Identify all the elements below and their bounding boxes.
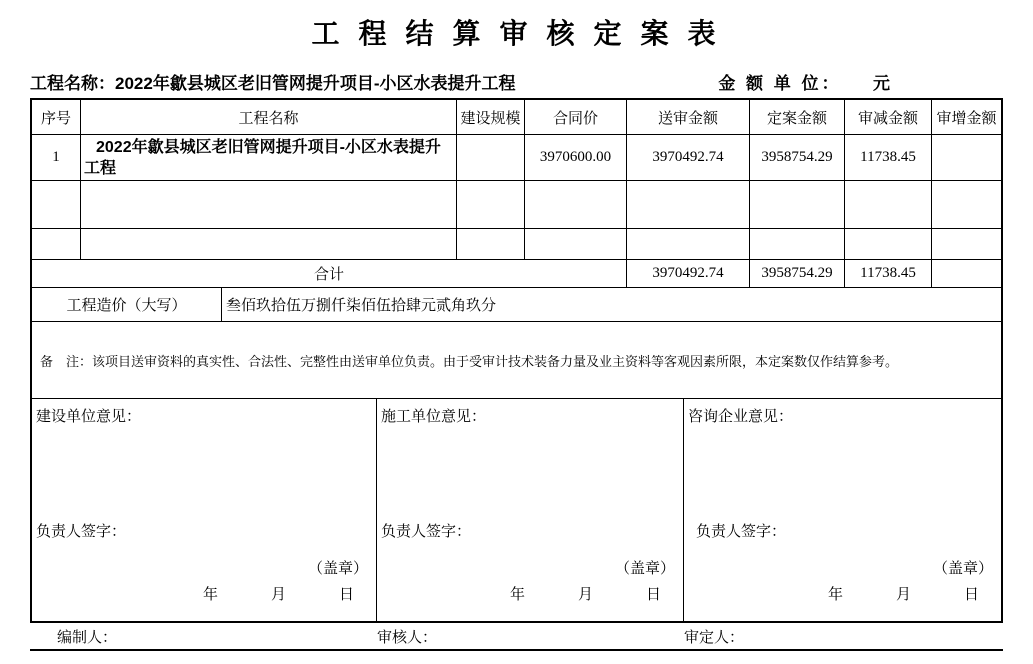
signature-label: 负责人签字： xyxy=(696,523,787,540)
amount-unit-label: 金 额 单 位： 元 xyxy=(718,74,893,93)
cell-project-name xyxy=(81,181,457,228)
cell-contract-price xyxy=(525,181,627,228)
cell-reduced-amount xyxy=(845,181,932,228)
cell-seq: 1 xyxy=(32,135,81,180)
cell-submitted-amount: 3970492.74 xyxy=(627,135,750,180)
cell-increased-amount xyxy=(932,229,1001,259)
total-reduced-amount: 11738.45 xyxy=(845,260,932,287)
cell-increased-amount xyxy=(932,181,1001,228)
table-row xyxy=(32,135,1001,181)
cell-finalized-amount: 3958754.29 xyxy=(750,135,845,180)
page-title: 工 程 结 算 审 核 定 案 表 xyxy=(311,19,722,50)
meta-row xyxy=(30,69,1003,94)
preparer-label: 编制人： xyxy=(57,628,118,646)
date-line: 年 月 日 xyxy=(827,586,981,603)
total-row xyxy=(32,260,1001,288)
opinion-title: 建设单位意见： xyxy=(36,408,142,425)
table-row-empty xyxy=(32,229,1001,260)
opinion-boxes-row xyxy=(32,399,1001,621)
cell-seq xyxy=(32,181,81,228)
seal-label: （盖章） xyxy=(307,560,368,577)
cell-scale xyxy=(457,181,525,228)
cost-in-words-label: 工程造价（大写） xyxy=(32,288,222,321)
total-label: 合计 xyxy=(32,260,627,287)
seal-label: （盖章） xyxy=(932,560,993,577)
header-finalized-amount: 定案金额 xyxy=(750,100,845,134)
header-submitted-amount: 送审金额 xyxy=(627,100,750,134)
opinion-title: 咨询企业意见： xyxy=(688,408,794,425)
header-seq: 序号 xyxy=(32,100,81,134)
opinion-box-consultant xyxy=(684,399,1001,621)
header-increased-amount: 审增金额 xyxy=(936,110,997,127)
opinion-box-contractor xyxy=(377,399,684,621)
cell-scale xyxy=(457,135,525,180)
cell-finalized-amount xyxy=(750,229,845,259)
header-reduced-amount: 审减金额 xyxy=(845,100,932,134)
cell-contract-price xyxy=(525,229,627,259)
date-line: 年 月 日 xyxy=(202,586,356,603)
cost-in-words-value: 叁佰玖拾伍万捌仟柒佰伍拾肆元贰角玖分 xyxy=(226,298,497,314)
cell-reduced-amount xyxy=(845,229,932,259)
cell-contract-price: 3970600.00 xyxy=(525,135,627,180)
cell-project-name xyxy=(81,135,457,180)
cost-in-words-row xyxy=(32,288,1001,322)
header-project-name: 工程名称 xyxy=(81,100,457,134)
signature-label: 负责人签字： xyxy=(36,523,127,540)
project-name-text: 2022年歙县城区老旧管网提升项目-小区水表提升工程 xyxy=(84,139,441,177)
header-scale: 建设规模 xyxy=(457,100,525,134)
cell-increased-amount xyxy=(932,135,1001,180)
cell-reduced-amount: 11738.45 xyxy=(845,135,932,180)
approver-label: 审定人： xyxy=(684,628,745,646)
cell-submitted-amount xyxy=(627,229,750,259)
footer-strip xyxy=(30,623,1003,651)
cell-submitted-amount xyxy=(627,181,750,228)
signature-label: 负责人签字： xyxy=(381,523,472,540)
cell-seq xyxy=(32,229,81,259)
total-submitted-amount: 3970492.74 xyxy=(627,260,750,287)
cell-scale xyxy=(457,229,525,259)
cell-project-name xyxy=(81,229,457,259)
total-finalized-amount: 3958754.29 xyxy=(750,260,845,287)
header-contract-price: 合同价 xyxy=(525,100,627,134)
seal-label: （盖章） xyxy=(614,560,675,577)
cell-finalized-amount xyxy=(750,181,845,228)
total-increased-amount xyxy=(932,260,1001,287)
table-header-row xyxy=(32,100,1001,135)
opinion-title: 施工单位意见： xyxy=(381,408,487,425)
date-line: 年 月 日 xyxy=(509,586,663,603)
settlement-table xyxy=(30,98,1003,623)
opinion-box-construction xyxy=(32,399,377,621)
remark-text: 备 注：该项目送审资料的真实性、合法性、完整性由送审单位负责。由于受审计技术装备力量及业主资料等客观因素所限，本定案数仅作结算参考。 xyxy=(40,353,899,369)
remark-row xyxy=(32,322,1001,399)
reviewer-label: 审核人： xyxy=(377,628,438,646)
table-row-empty xyxy=(32,181,1001,229)
project-name-label: 工程名称：2022年歙县城区老旧管网提升项目-小区水表提升工程 xyxy=(30,74,516,93)
